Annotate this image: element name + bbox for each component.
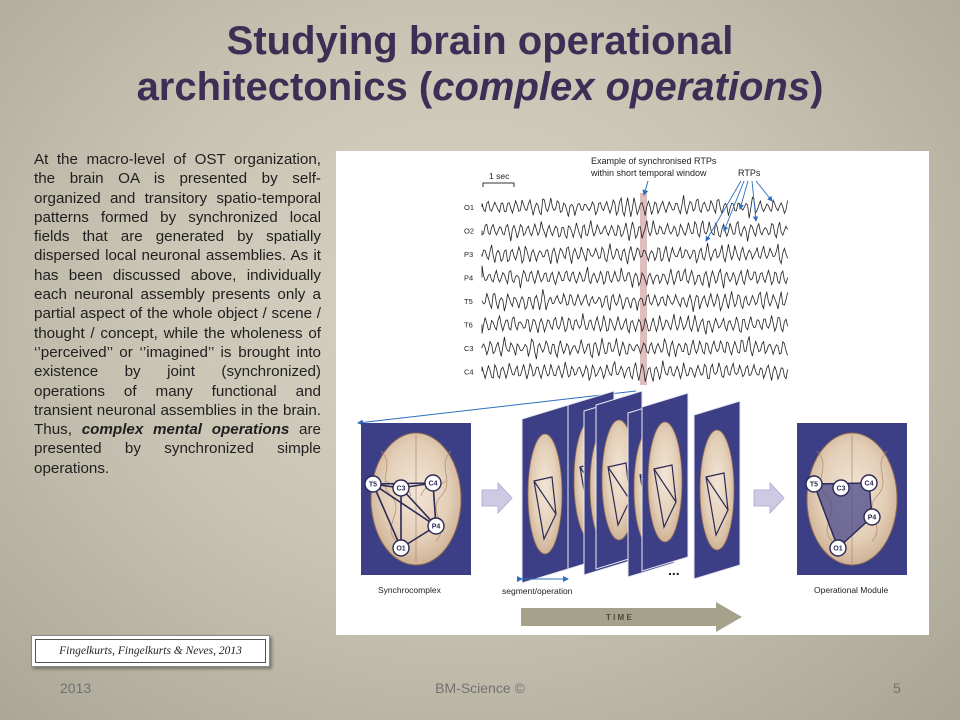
body-text-part1: At the macro-level of OST organization, the brain OA is presented by self-organized and transitory spatio-temporal patterns formed by synchronized local fields that are generated by spatially dispersed local neuronal assemblies. As it has been discussed above, individually each neuronal assembly presents only a partial aspect of the whole object / scene / thought / concept, while the wholeness of ‘’perceived’’ or ‘’imagined’’ is brought into existence by joint (synchronized) operations of many functional and transient neuronal assemblies in the brain. Thus, <box>34 151 321 439</box>
eeg-trace-t5 <box>482 289 788 312</box>
node-label-t5: T5 <box>368 481 378 489</box>
eeg-trace-t6 <box>482 313 788 334</box>
flow-arrow-1 <box>482 483 512 513</box>
eeg-figure <box>336 151 929 635</box>
operational-module-caption: Operational Module <box>814 585 889 595</box>
channel-label-t6: T6 <box>464 320 473 330</box>
channel-label-o2: O2 <box>464 226 475 236</box>
rtps-label: RTPs <box>738 168 761 178</box>
slide-title <box>20 18 940 110</box>
title-line-2 <box>20 64 940 110</box>
title-part-end: ) <box>810 65 824 109</box>
scale-bar <box>483 171 514 187</box>
eeg-trace-o1 <box>482 195 788 218</box>
title-line-1: Studying brain operational <box>226 19 734 63</box>
synchrocomplex-panel <box>361 423 471 575</box>
channel-label-p4: P4 <box>464 273 474 283</box>
operational-module-panel <box>797 423 907 575</box>
segment-label: segment/operation <box>502 586 573 596</box>
synchrocomplex-caption: Synchrocomplex <box>378 585 441 595</box>
body-text-part2: are presented by synchronized simple operations. <box>34 421 321 477</box>
segment-stack <box>522 391 740 583</box>
channel-label-p3: P3 <box>464 250 474 259</box>
node-label-c4: C4 <box>428 480 438 488</box>
flow-arrow-2 <box>754 483 784 513</box>
title-part: architectonics ( <box>136 65 433 109</box>
citation-text: Fingelkurts, Fingelkurts & Neves, 2013 <box>35 639 266 663</box>
segment-frame <box>642 393 688 571</box>
footer-center: BM-Science © <box>435 680 525 696</box>
channel-label-t5: T5 <box>464 297 473 306</box>
segment-frame <box>522 405 568 583</box>
node-label-o1: O1 <box>833 545 843 553</box>
footer-year: 2013 <box>60 680 92 696</box>
node-label-o1: O1 <box>396 545 406 553</box>
channel-label-c3: C3 <box>464 344 474 353</box>
eeg-trace-p4 <box>482 266 788 289</box>
eeg-trace-o2 <box>482 220 788 241</box>
channel-label-o1: O1 <box>464 203 475 212</box>
eeg-trace-c4 <box>482 361 788 382</box>
body-paragraph <box>34 150 321 478</box>
eeg-trace-p3 <box>482 243 788 264</box>
sync-window-highlight <box>640 193 647 385</box>
scale-label: 1 sec <box>489 171 510 181</box>
annotation-arrow <box>644 181 648 195</box>
ellipsis: ... <box>668 562 680 578</box>
eeg-trace-c3 <box>482 336 788 359</box>
node-label-p4: P4 <box>431 523 441 531</box>
node-label-t5: T5 <box>809 481 819 489</box>
body-emphasis: complex mental operations <box>81 421 290 439</box>
eeg-traces <box>464 193 788 385</box>
segment-frame <box>694 401 740 579</box>
channel-label-c4: C4 <box>464 367 474 377</box>
node-label-c3: C3 <box>396 485 406 493</box>
node-label-c3: C3 <box>836 485 846 493</box>
node-label-c4: C4 <box>864 480 874 488</box>
citation-box <box>31 635 270 667</box>
annotation-line-2: within short temporal window <box>591 168 707 178</box>
title-emphasis: complex operations <box>432 65 811 109</box>
node-label-p4: P4 <box>867 514 877 522</box>
footer-page-number: 5 <box>893 680 901 696</box>
time-label: T I M E <box>606 613 632 622</box>
annotation-line-1: Example of synchronised RTPs <box>591 156 717 166</box>
